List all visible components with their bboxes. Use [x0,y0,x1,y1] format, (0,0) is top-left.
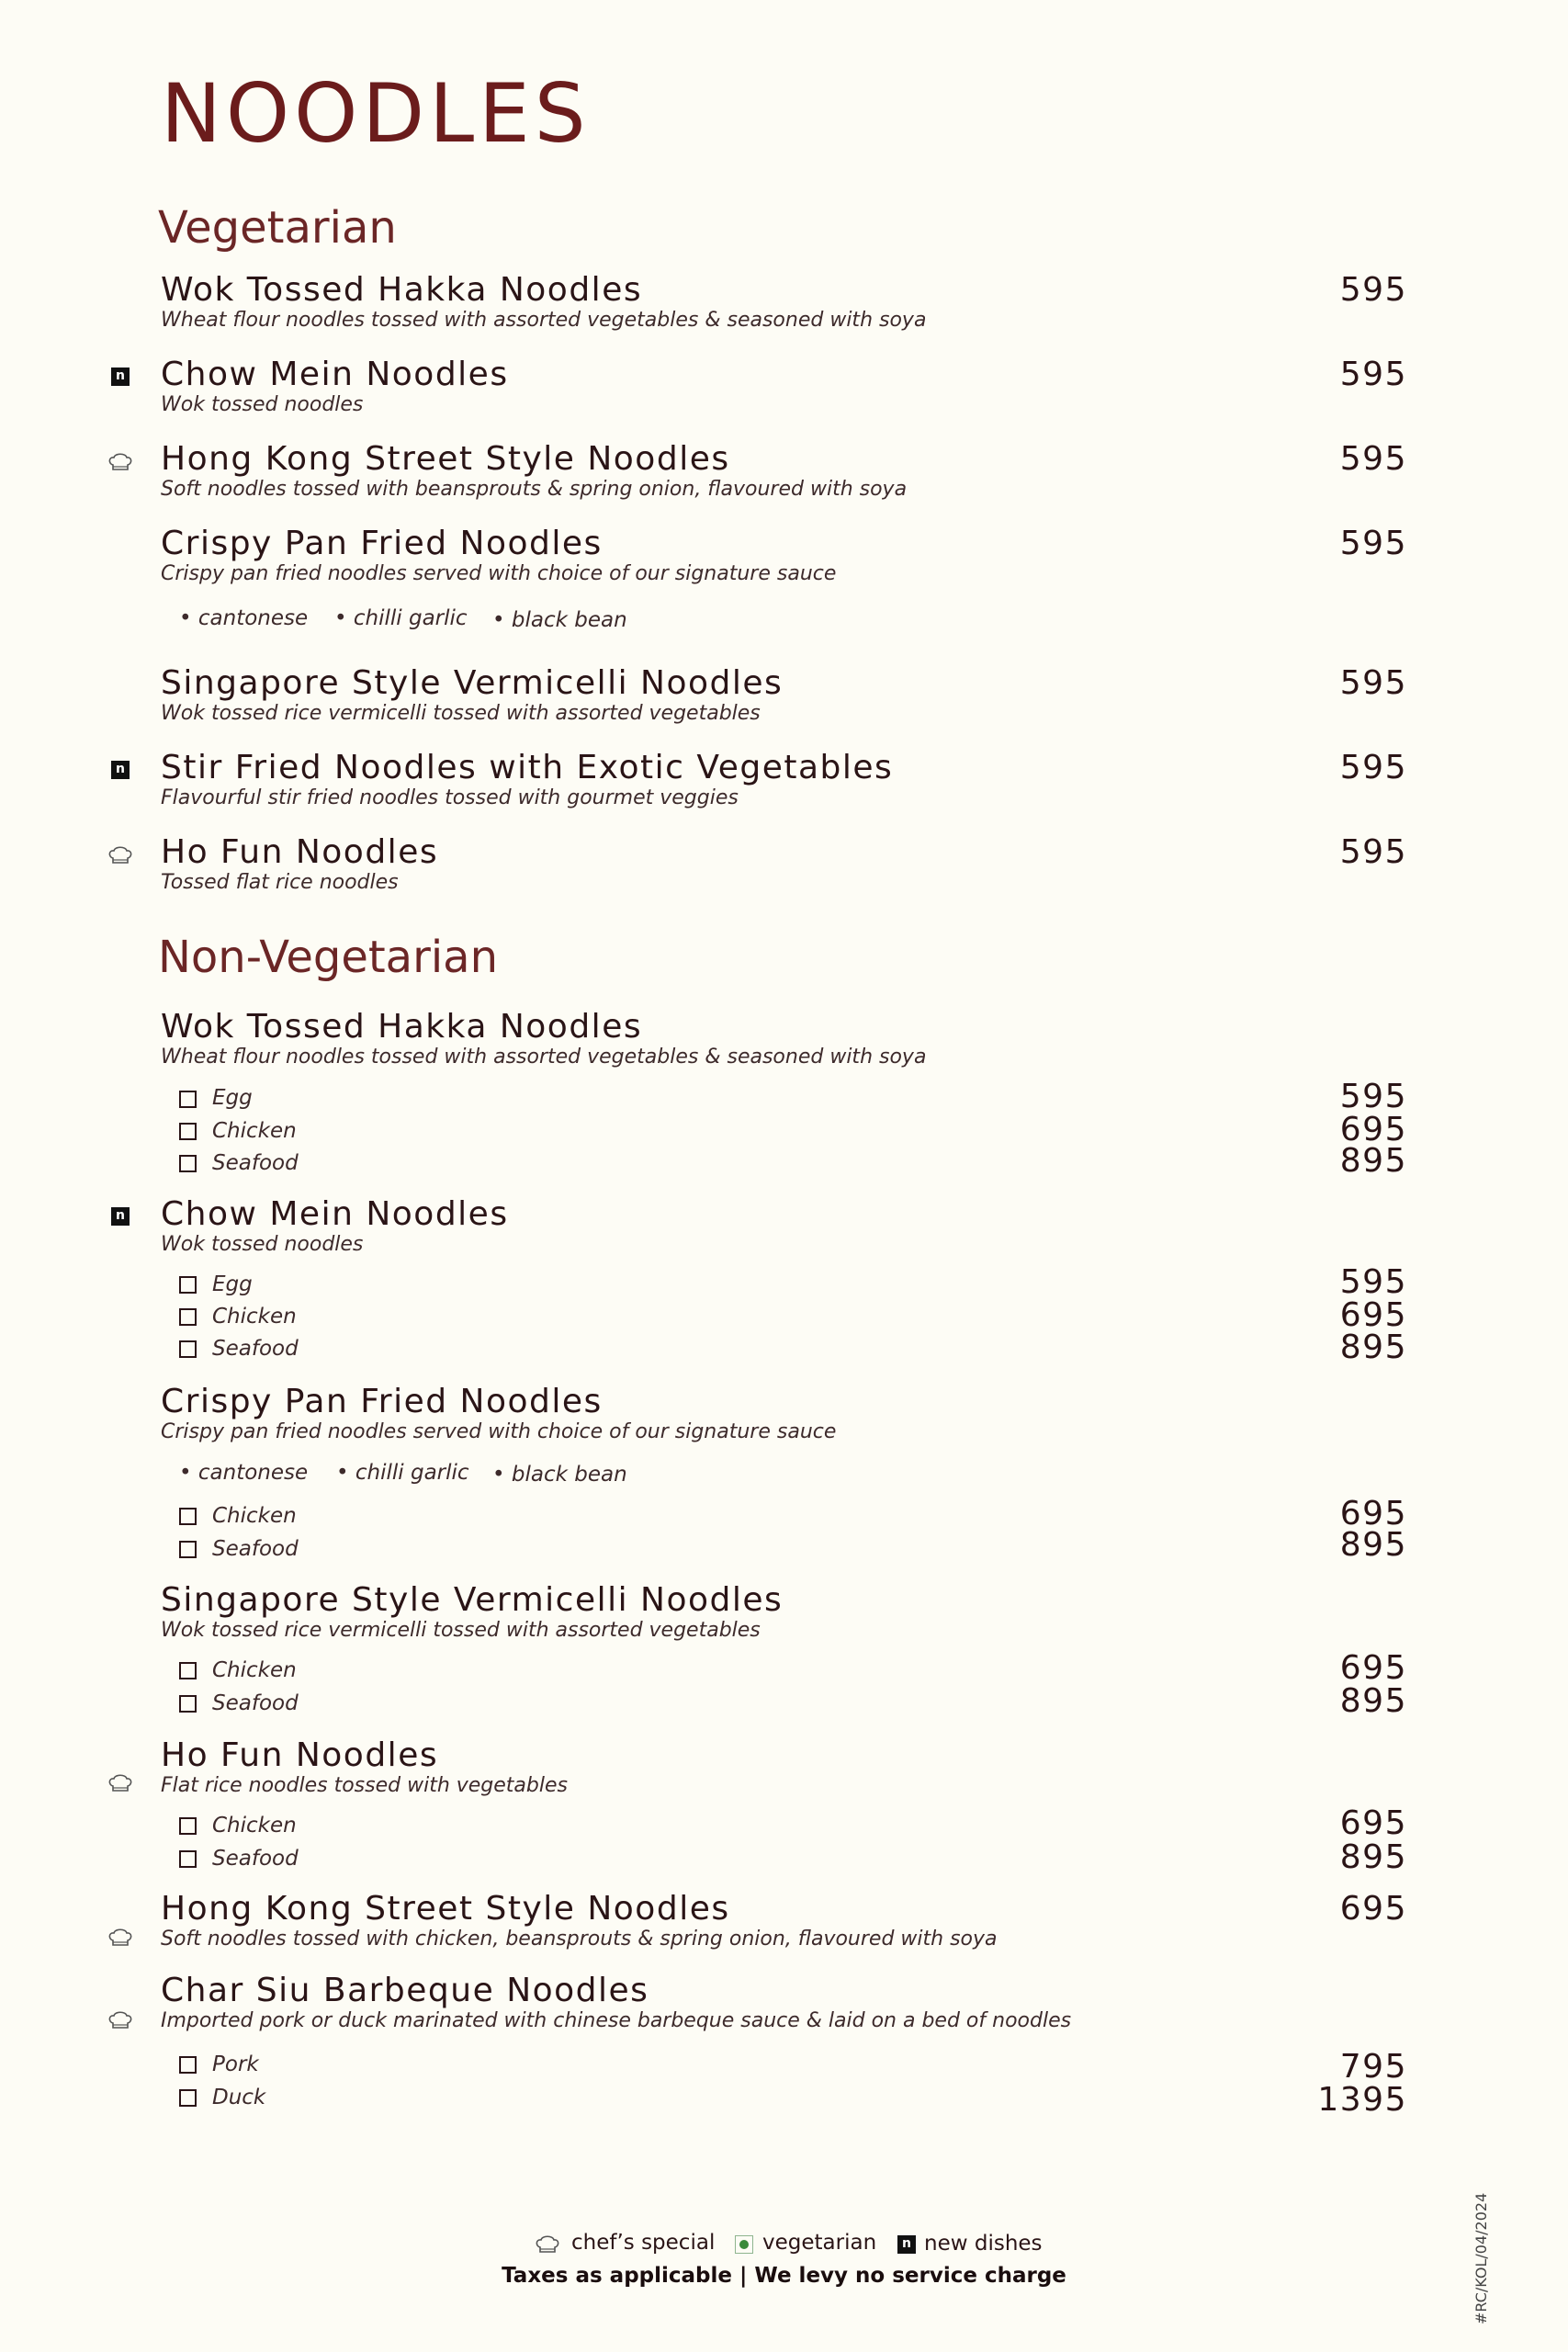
option-checkbox[interactable] [179,1662,197,1679]
veg-icon [735,2235,753,2254]
sauce-option: • black bean [492,1463,627,1487]
dish-name: Hong Kong Street Style Noodles [161,1890,730,1928]
option-price: 1395 [1317,2081,1407,2119]
option-price: 695 [1339,1111,1407,1148]
sauce-label: black bean [511,608,627,632]
sauce-option: • cantonese [179,606,309,630]
sauce-label: cantonese [197,606,309,630]
section-heading-non-vegetarian: Non-Vegetarian [158,932,498,983]
option-price: 595 [1339,1078,1407,1115]
page-title: NOODLES [161,66,591,161]
sauce-label: chilli garlic [353,606,468,630]
option-price: 695 [1339,1296,1407,1334]
option-checkbox[interactable] [179,1850,197,1868]
option-checkbox[interactable] [179,1155,197,1172]
legend-chef-special: chef’s special [571,2231,716,2255]
dish-description: Flavourful stir fried noodles tossed with gourmet veggies [161,786,739,809]
option-label: Egg [212,1086,253,1110]
option-price: 695 [1339,1649,1407,1687]
sauce-option: • black bean [492,608,627,632]
new-dish-icon: n [897,2235,916,2254]
option-price: 895 [1339,1838,1407,1876]
section-heading-vegetarian: Vegetarian [158,202,397,254]
option-price: 895 [1339,1142,1407,1180]
dish-name: Wok Tossed Hakka Noodles [161,1008,643,1046]
option-label: Duck [212,2086,266,2109]
dish-price: 595 [1339,749,1407,786]
taxes-note: Taxes as applicable | We levy no service charge [502,2264,1066,2288]
dish-name: Stir Fried Noodles with Exotic Vegetables [161,749,894,786]
option-label: Chicken [212,1658,297,1682]
option-label: Seafood [212,1337,299,1361]
dish-description: Wheat flour noodles tossed with assorted vegetables & seasoned with soya [161,309,927,332]
option-checkbox[interactable] [179,1091,197,1108]
option-price: 895 [1339,1682,1407,1720]
dish-price: 595 [1339,440,1407,478]
option-label: Seafood [212,1691,299,1715]
dish-name: Crispy Pan Fried Noodles [161,1383,603,1420]
dish-description: Wok tossed rice vermicelli tossed with assorted vegetables [161,1619,761,1642]
option-label: Pork [212,2052,259,2076]
dish-name: Char Siu Barbeque Noodles [161,1972,649,2009]
dish-description: Soft noodles tossed with beansprouts & spring onion, flavoured with soya [161,478,908,501]
chef-hat-icon [107,1928,133,1948]
dish-description: Wok tossed rice vermicelli tossed with assorted vegetables [161,702,761,725]
new-dish-icon: n [111,761,130,779]
option-checkbox[interactable] [179,1340,197,1358]
dish-price: 595 [1339,271,1407,309]
chef-hat-icon [107,845,133,865]
legend-new-dishes: new dishes [924,2232,1043,2256]
dish-price: 595 [1339,833,1407,871]
legend-vegetarian: vegetarian [762,2231,877,2255]
dish-description: Flat rice noodles tossed with vegetables [161,1774,568,1797]
option-price: 795 [1339,2048,1407,2086]
dish-name: Ho Fun Noodles [161,833,439,871]
sauce-option: • cantonese [179,1461,309,1485]
option-checkbox[interactable] [179,2056,197,2074]
dish-description: Crispy pan fried noodles served with choice of our signature sauce [161,562,837,585]
option-checkbox[interactable] [179,1817,197,1835]
dish-name: Wok Tossed Hakka Noodles [161,271,643,309]
option-price: 895 [1339,1526,1407,1564]
option-checkbox[interactable] [179,1695,197,1713]
option-label: Seafood [212,1151,299,1175]
dish-description: Crispy pan fried noodles served with choice of our signature sauce [161,1420,837,1443]
option-label: Chicken [212,1119,297,1143]
dish-description: Soft noodles tossed with chicken, beansprouts & spring onion, flavoured with soya [161,1928,998,1951]
dish-price: 695 [1339,1890,1407,1928]
option-label: Chicken [212,1305,297,1329]
dish-description: Wok tossed noodles [161,393,364,416]
chef-hat-icon [107,452,133,472]
reference-code: #RC/KOL/04/2024 [1472,2192,1490,2324]
dish-description: Wok tossed noodles [161,1233,364,1256]
dish-name: Chow Mein Noodles [161,356,509,393]
option-checkbox[interactable] [179,1508,197,1525]
dish-description: Wheat flour noodles tossed with assorted vegetables & seasoned with soya [161,1046,927,1069]
option-checkbox[interactable] [179,1541,197,1558]
new-dish-icon: n [111,368,130,386]
option-price: 695 [1339,1804,1407,1842]
option-price: 695 [1339,1495,1407,1532]
dish-name: Ho Fun Noodles [161,1736,439,1774]
dish-name: Crispy Pan Fried Noodles [161,525,603,562]
sauce-label: chilli garlic [355,1461,469,1485]
dish-name: Singapore Style Vermicelli Noodles [161,664,784,702]
dish-description: Tossed flat rice noodles [161,871,399,894]
dish-name: Hong Kong Street Style Noodles [161,440,730,478]
dish-description: Imported pork or duck marinated with chinese barbeque sauce & laid on a bed of noodles [161,2009,1072,2032]
option-checkbox[interactable] [179,1308,197,1326]
sauce-option: • chilli garlic [334,606,468,630]
new-dish-icon: n [111,1207,130,1226]
dish-price: 595 [1339,525,1407,562]
option-label: Egg [212,1272,253,1296]
option-price: 895 [1339,1329,1407,1366]
chef-hat-icon [107,2010,133,2030]
dish-name: Chow Mein Noodles [161,1195,509,1233]
sauce-option: • chilli garlic [336,1461,469,1485]
option-label: Seafood [212,1537,299,1561]
option-checkbox[interactable] [179,2089,197,2107]
sauce-label: black bean [511,1463,627,1487]
option-label: Chicken [212,1814,297,1838]
dish-price: 595 [1339,356,1407,393]
dish-price: 595 [1339,664,1407,702]
option-checkbox[interactable] [179,1276,197,1294]
option-label: Chicken [212,1504,297,1528]
option-price: 595 [1339,1263,1407,1301]
option-checkbox[interactable] [179,1123,197,1140]
chef-hat-icon [107,1773,133,1793]
option-label: Seafood [212,1847,299,1871]
sauce-label: cantonese [197,1461,309,1485]
chef-hat-icon [535,2234,560,2255]
dish-name: Singapore Style Vermicelli Noodles [161,1581,784,1619]
